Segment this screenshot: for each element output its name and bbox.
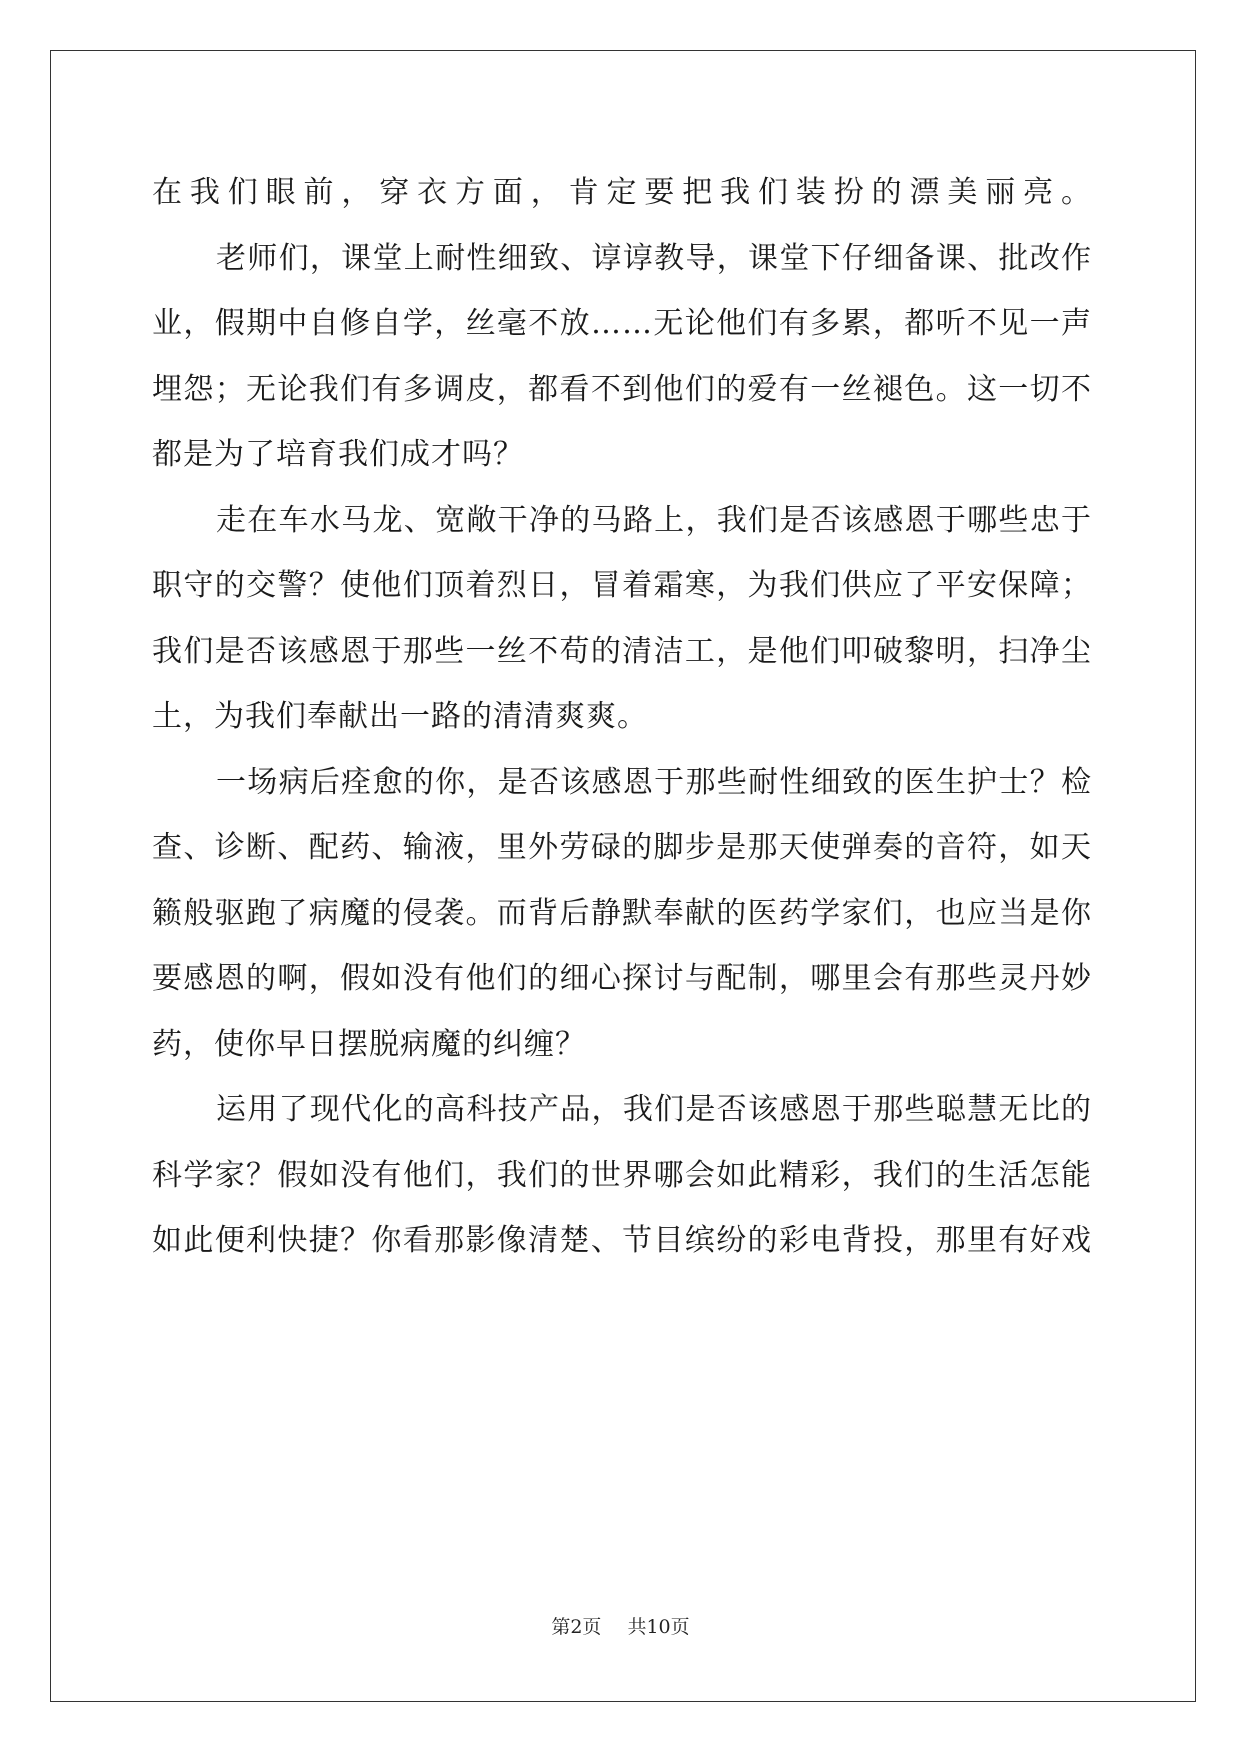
text-line: 土，为我们奉献出一路的清清爽爽。 <box>152 699 648 734</box>
text-line: 籁般驱跑了病魔的侵袭。而背后静默奉献的医药学家们，也应当是你 <box>152 895 1092 931</box>
text-line: 都是为了培育我们成才吗？ <box>152 437 524 472</box>
document-body <box>152 160 1092 1274</box>
page-footer <box>0 1612 1241 1639</box>
text-line: 我们是否该感恩于那些一丝不苟的清洁工，是他们叩破黎明，扫净尘 <box>152 633 1092 669</box>
text-line: 科学家？假如没有他们，我们的世界哪会如此精彩，我们的生活怎能 <box>152 1157 1092 1193</box>
text-line: 业，假期中自修自学，丝毫不放……无论他们有多累，都听不见一声 <box>152 306 1092 341</box>
text-line: 要感恩的啊，假如没有他们的细心探讨与配制，哪里会有那些灵丹妙 <box>152 961 1092 996</box>
text-line: 查、诊断、配药、输液，里外劳碌的脚步是那天使弹奏的音符，如天 <box>152 830 1092 865</box>
text-line: 走在车水马龙、宽敞干净的马路上，我们是否该感恩于哪些忠于 <box>216 502 1092 538</box>
text-line: 一场病后痊愈的你，是否该感恩于那些耐性细致的医生护士？检 <box>216 764 1092 800</box>
text-line: 在我们眼前，穿衣方面，肯定要把我们装扮的漂美丽亮。 <box>152 175 1092 210</box>
text-line: 药，使你早日摆脱病魔的纠缠？ <box>152 1026 586 1062</box>
page-total: 共10页 <box>627 1616 690 1638</box>
page-number: 第2页 <box>551 1616 602 1638</box>
text-line: 运用了现代化的高科技产品，我们是否该感恩于那些聪慧无比的 <box>216 1092 1092 1127</box>
text-line: 职守的交警？使他们顶着烈日，冒着霜寒，为我们供应了平安保障； <box>152 568 1092 603</box>
text-line: 如此便利快捷？你看那影像清楚、节目缤纷的彩电背投，那里有好戏 <box>152 1223 1092 1258</box>
text-line: 埋怨；无论我们有多调皮，都看不到他们的爱有一丝褪色。这一切不 <box>152 371 1092 407</box>
text-line: 老师们，课堂上耐性细致、谆谆教导，课堂下仔细备课、批改作 <box>216 240 1092 276</box>
